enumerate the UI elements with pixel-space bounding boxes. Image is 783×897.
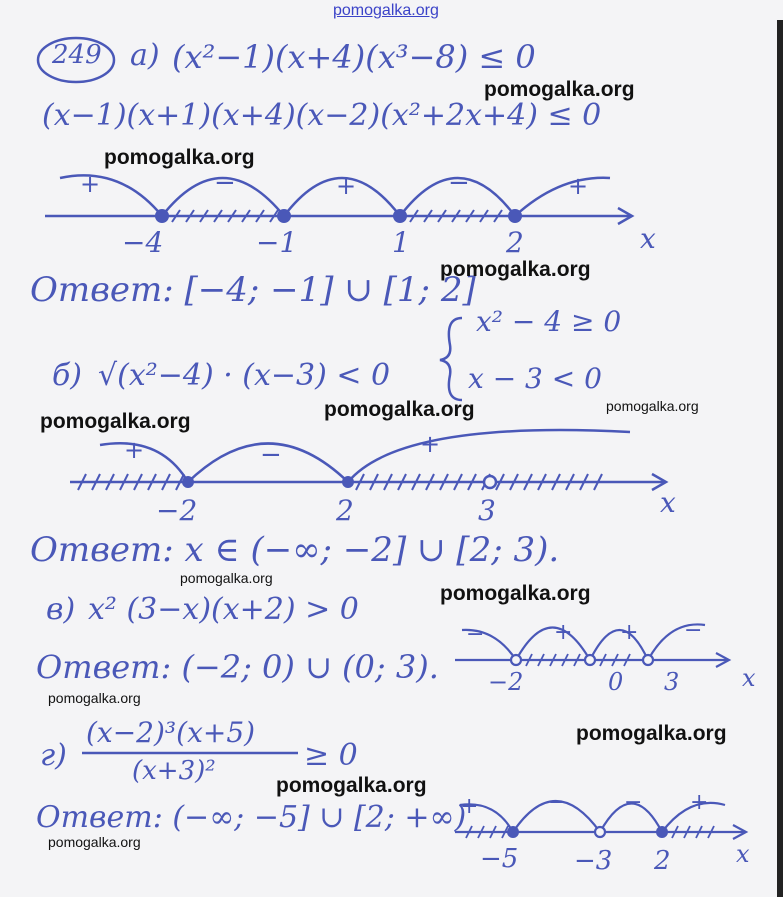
- point-b-1: 2: [336, 494, 354, 527]
- watermark: pomogalka.org: [40, 410, 191, 433]
- axis-v-var: x: [742, 664, 756, 692]
- point-g-2: 2: [654, 846, 671, 876]
- part-v-label: в): [46, 592, 76, 627]
- point-v-1: 0: [608, 668, 624, 696]
- part-g-relation: ≥ 0: [304, 738, 358, 773]
- sign-b-2: +: [420, 430, 441, 458]
- point-v-2: 3: [664, 668, 680, 696]
- part-b-label: б): [52, 358, 83, 393]
- part-g-denominator: (x+3)²: [132, 756, 216, 786]
- watermark: pomogalka.org: [104, 146, 255, 169]
- point-g-1: −3: [574, 846, 613, 876]
- part-b-inequality: √(x²−4) · (x−3) < 0: [98, 358, 391, 393]
- axis-a-var: x: [640, 222, 656, 255]
- point-b-0: −2: [156, 494, 198, 527]
- point-a-3: 2: [506, 226, 524, 259]
- watermark: pomogalka.org: [48, 690, 141, 706]
- sign-g-2: −: [624, 790, 643, 815]
- sign-b-0: +: [124, 436, 145, 464]
- part-a-inequality: (x²−1)(x+4)(x³−8) ≤ 0: [172, 38, 536, 76]
- point-g-0: −5: [480, 844, 519, 874]
- part-g-label: г): [40, 738, 67, 773]
- sign-g-3: +: [690, 790, 709, 815]
- watermark: pomogalka.org: [48, 834, 141, 850]
- problem-number: 249: [52, 40, 102, 70]
- part-a-answer: Ответ: [−4; −1] ∪ [1; 2]: [30, 270, 476, 310]
- sign-a-0: +: [80, 170, 101, 198]
- sign-a-3: −: [448, 168, 470, 198]
- sign-v-2: +: [620, 620, 639, 645]
- sign-a-2: +: [336, 172, 357, 200]
- system-brace: [440, 318, 462, 400]
- axis-g-var: x: [736, 840, 750, 868]
- watermark: pomogalka.org: [606, 398, 699, 414]
- point-a-2: 1: [392, 226, 410, 259]
- watermark: pomogalka.org: [276, 774, 427, 797]
- part-a-factored: (x−1)(x+1)(x+4)(x−2)(x²+2x+4) ≤ 0: [42, 98, 602, 133]
- part-v-answer: Ответ: (−2; 0) ∪ (0; 3).: [36, 648, 439, 686]
- watermark: pomogalka.org: [324, 398, 475, 421]
- point-a-0: −4: [122, 226, 164, 259]
- point-b-2: 3: [478, 494, 496, 527]
- watermark: pomogalka.org: [484, 78, 635, 101]
- part-b-system-1: x² − 4 ≥ 0: [476, 305, 622, 338]
- point-v-0: −2: [488, 668, 524, 696]
- sign-v-1: +: [554, 620, 573, 645]
- axis-b-var: x: [660, 486, 676, 519]
- sign-b-1: −: [260, 440, 282, 470]
- sign-v-0: −: [466, 622, 485, 647]
- sign-g-1: −: [548, 790, 567, 815]
- watermark: pomogalka.org: [180, 570, 273, 586]
- sign-a-4: +: [568, 172, 589, 200]
- axis-b: [70, 430, 666, 490]
- part-v-inequality: x² (3−x)(x+2) > 0: [88, 592, 359, 627]
- part-a-label: а): [130, 38, 160, 73]
- part-g-numerator: (x−2)³(x+5): [86, 716, 256, 749]
- part-b-answer: Ответ: x ∈ (−∞; −2] ∪ [2; 3).: [30, 530, 560, 570]
- part-g-answer: Ответ: (−∞; −5] ∪ [2; +∞): [36, 800, 467, 835]
- point-a-1: −1: [256, 226, 298, 259]
- watermark: pomogalka.org: [440, 582, 591, 605]
- top-watermark: pomogalka.org: [333, 2, 439, 19]
- sign-v-3: −: [684, 618, 703, 643]
- part-b-system-2: x − 3 < 0: [468, 362, 602, 395]
- sign-g-0: +: [460, 794, 479, 819]
- sign-a-1: −: [214, 168, 236, 198]
- watermark: pomogalka.org: [576, 722, 727, 745]
- watermark: pomogalka.org: [440, 258, 591, 281]
